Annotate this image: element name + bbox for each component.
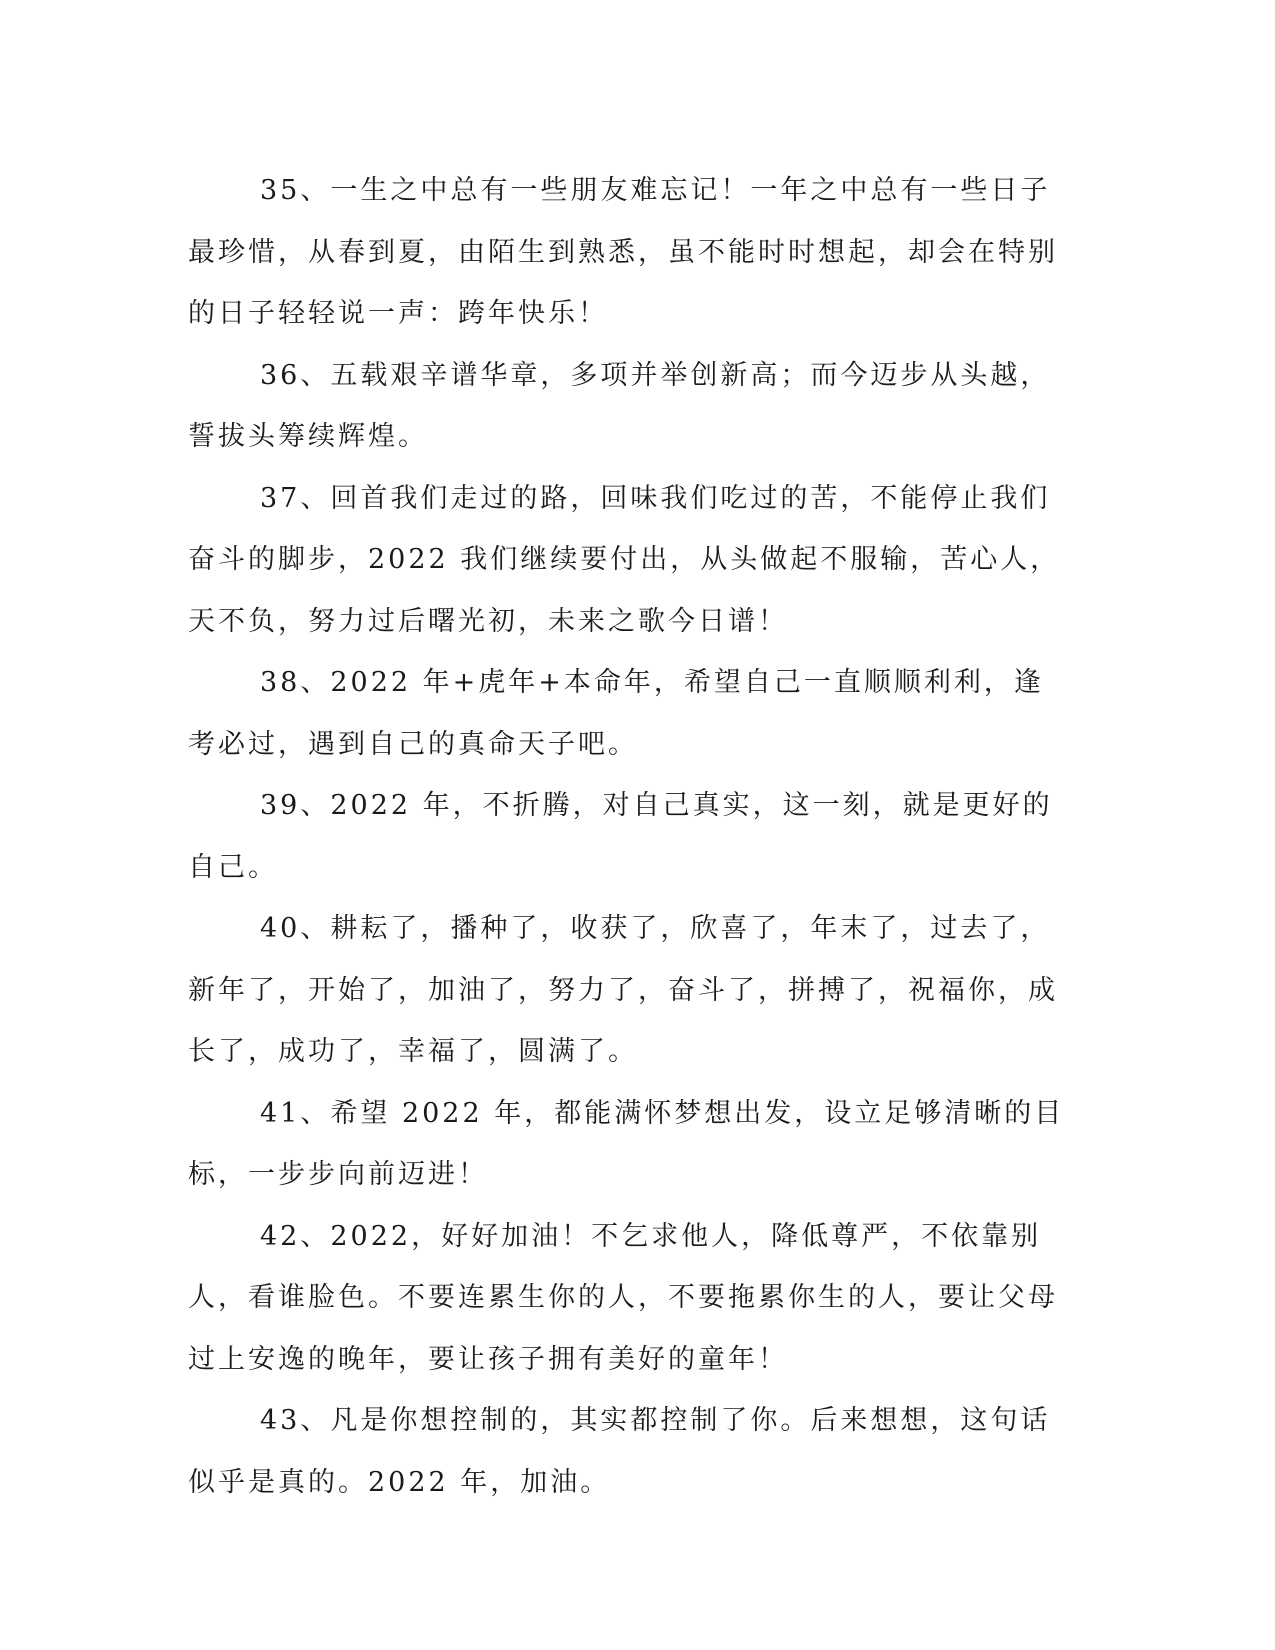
- paragraph-42: 42、2022，好好加油！不乞求他人，降低尊严，不依靠别人，看谁脸色。不要连累生你的人，不要拖累你生的人，要让父母过上安逸的晚年，要让孩子拥有美好的童年！: [188, 1220, 1058, 1375]
- paragraph-37: 37、回首我们走过的路，回味我们吃过的苦，不能停止我们奋斗的脚步，2022 我们继续要付出，从头做起不服输，苦心人，天不负，努力过后曙光初，未来之歌今日谱！: [188, 482, 1061, 637]
- paragraph-38: 38、2022 年+虎年+本命年，希望自己一直顺顺利利，逢考必过，遇到自己的真命天子吧。: [188, 667, 1044, 760]
- paragraph-36: 36、五载艰辛谱华章，多项并举创新高；而今迈步从头越，誓拔头筹续辉煌。: [188, 359, 1051, 452]
- paragraph-40: 40、耕耘了，播种了，收获了，欣喜了，年末了，过去了，新年了，开始了，加油了，努力了，奋斗了，拼搏了，祝福你，成长了，成功了，幸福了，圆满了。: [188, 913, 1058, 1067]
- paragraph-43: 43、凡是你想控制的，其实都控制了你。后来想想，这句话似乎是真的。2022 年，加油。: [188, 1405, 1051, 1498]
- document-body: [188, 160, 1070, 1513]
- paragraph-41: 41、希望 2022 年，都能满怀梦想出发，设立足够清晰的目标，一步步向前迈进！: [188, 1097, 1065, 1190]
- paragraph-35: 35、一生之中总有一些朋友难忘记！一年之中总有一些日子最珍惜，从春到夏，由陌生到熟悉，虽不能时时想起，却会在特别的日子轻轻说一声：跨年快乐！: [188, 175, 1058, 329]
- paragraph-39: 39、2022 年，不折腾，对自己真实，这一刻，就是更好的自己。: [188, 790, 1053, 883]
